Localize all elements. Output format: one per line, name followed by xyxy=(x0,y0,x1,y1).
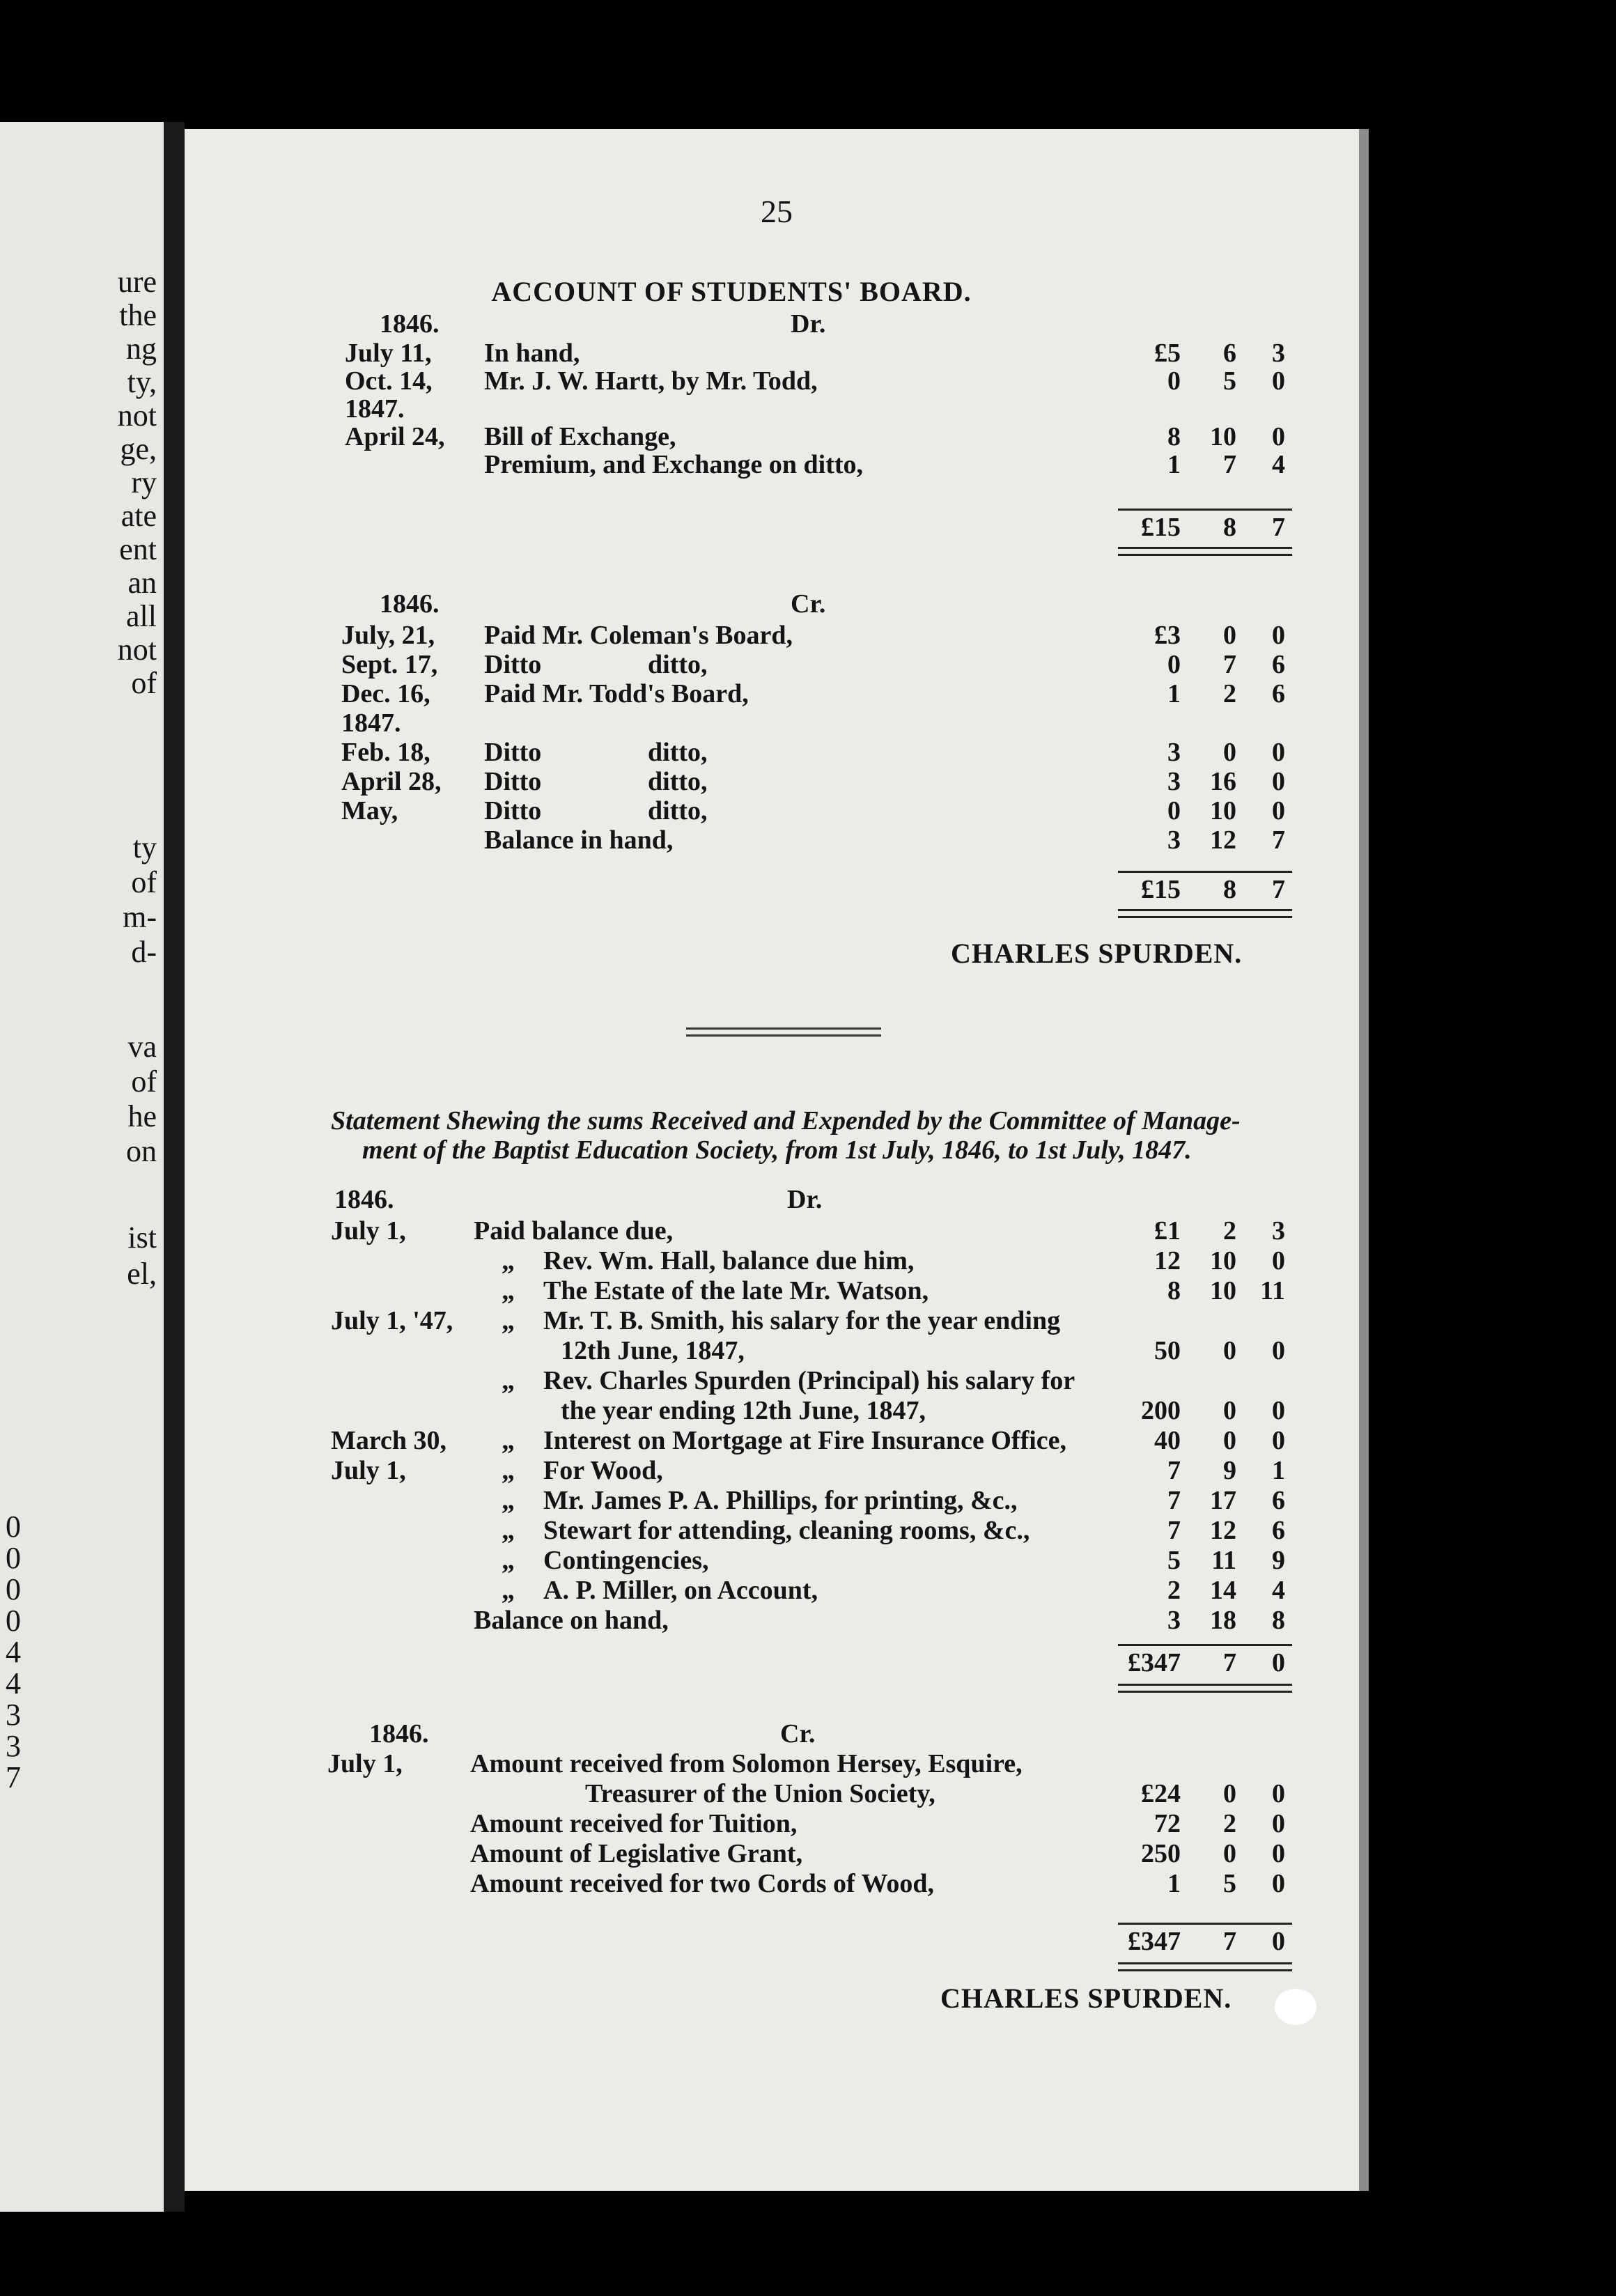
amount-shillings: 7 xyxy=(1223,650,1236,679)
margin-digit: 0 xyxy=(6,1572,21,1606)
amount-pence: 6 xyxy=(1272,679,1285,708)
total-pounds: £15 xyxy=(1141,875,1181,904)
paper-damage-spot xyxy=(1275,1989,1316,2025)
margin-digit: 0 xyxy=(6,1510,21,1544)
entry-date: July 1, xyxy=(331,1216,406,1246)
signature-charles-spurden: CHARLES SPURDEN. xyxy=(940,1983,1232,2014)
entry-description: Paid balance due, xyxy=(474,1216,674,1246)
ditto-quote: „ xyxy=(502,1276,515,1305)
ledger-row xyxy=(185,1545,1369,1576)
ledger-row xyxy=(185,766,1369,797)
ditto-quote: „ xyxy=(502,1366,515,1395)
signature-charles-spurden: CHARLES SPURDEN. xyxy=(951,938,1243,969)
amount-pounds: 1 xyxy=(1167,679,1181,708)
margin-text-fragment: el, xyxy=(127,1257,157,1291)
amount-pounds: 8 xyxy=(1167,422,1181,451)
entry-description: In hand, xyxy=(484,339,580,368)
debit-label: Dr. xyxy=(791,309,826,339)
ledger-row xyxy=(185,1868,1369,1899)
margin-text-fragment: an xyxy=(127,566,157,600)
subtotal-rule xyxy=(1118,1644,1292,1646)
double-rule xyxy=(1118,1962,1292,1964)
margin-text-fragment: on xyxy=(126,1134,157,1168)
entry-date: March 30, xyxy=(331,1426,447,1455)
amount-pence: 4 xyxy=(1272,1576,1285,1605)
total-shillings: 7 xyxy=(1223,1927,1236,1956)
ditto-mark: ditto, xyxy=(648,738,708,767)
amount-pence: 9 xyxy=(1272,1546,1285,1575)
ledger-row xyxy=(185,1485,1369,1516)
amount-shillings: 0 xyxy=(1223,738,1236,767)
board-account-title: ACCOUNT OF STUDENTS' BOARD. xyxy=(491,276,972,307)
entry-description: For Wood, xyxy=(543,1456,663,1485)
entry-description: Amount of Legislative Grant, xyxy=(470,1839,803,1868)
amount-pence: 6 xyxy=(1272,1486,1285,1515)
entry-description: Contingencies, xyxy=(543,1546,709,1575)
entry-date: April 24, xyxy=(345,422,445,451)
double-rule xyxy=(1118,1969,1292,1971)
entry-date: Oct. 14, xyxy=(345,366,433,396)
board-dr-header xyxy=(185,309,1369,339)
credit-label: Cr. xyxy=(791,589,826,619)
entry-date: Dec. 16, xyxy=(341,679,430,708)
amount-pence: 0 xyxy=(1272,1779,1285,1808)
ledger-row xyxy=(185,1778,1369,1809)
margin-text-fragment: ge, xyxy=(120,432,157,466)
amount-pounds: 7 xyxy=(1167,1486,1181,1515)
ledger-row xyxy=(185,1246,1369,1276)
amount-pounds: 7 xyxy=(1167,1516,1181,1545)
amount-shillings: 10 xyxy=(1210,1246,1236,1275)
amount-shillings: 10 xyxy=(1210,796,1236,825)
margin-digit: 3 xyxy=(6,1729,21,1763)
board-dr-total xyxy=(185,512,1369,543)
ledger-row xyxy=(185,708,1369,738)
total-pounds: £15 xyxy=(1141,513,1181,542)
amount-pounds: 8 xyxy=(1167,1276,1181,1305)
total-pence: 0 xyxy=(1272,1648,1285,1677)
entry-description: Ditto xyxy=(484,650,542,679)
amount-pounds: 72 xyxy=(1154,1809,1181,1838)
margin-digit: 0 xyxy=(6,1541,21,1575)
statement-dr-total xyxy=(185,1647,1369,1678)
ledger-row xyxy=(185,1305,1369,1336)
amount-pounds: 5 xyxy=(1167,1546,1181,1575)
amount-pence: 0 xyxy=(1272,1809,1285,1838)
double-rule xyxy=(1118,1684,1292,1686)
year-label: 1846. xyxy=(369,1719,429,1748)
amount-pence: 0 xyxy=(1272,1839,1285,1868)
ditto-quote: „ xyxy=(502,1576,515,1605)
ledger-row xyxy=(185,825,1369,855)
entry-description: the year ending 12th June, 1847, xyxy=(561,1396,926,1425)
entry-date: 1847. xyxy=(341,708,401,738)
ledger-page xyxy=(185,129,1369,2191)
total-pounds: £347 xyxy=(1128,1927,1181,1956)
amount-pence: 0 xyxy=(1272,1336,1285,1365)
amount-pence: 0 xyxy=(1272,1426,1285,1455)
board-cr-total xyxy=(185,874,1369,905)
ledger-row xyxy=(185,449,1369,480)
margin-text-fragment: ry xyxy=(131,465,157,499)
margin-text-fragment: ate xyxy=(121,499,157,533)
amount-shillings: 9 xyxy=(1223,1456,1236,1485)
double-rule xyxy=(1118,554,1292,556)
ditto-quote: „ xyxy=(502,1546,515,1575)
amount-shillings: 7 xyxy=(1223,450,1236,479)
board-cr-header xyxy=(185,589,1369,619)
entry-date: July 11, xyxy=(345,339,432,368)
amount-shillings: 0 xyxy=(1223,1396,1236,1425)
entry-description: Paid Mr. Todd's Board, xyxy=(484,679,749,708)
amount-pounds: 0 xyxy=(1167,366,1181,396)
ledger-row xyxy=(185,1455,1369,1486)
amount-pence: 0 xyxy=(1272,767,1285,796)
ledger-row xyxy=(185,338,1369,369)
amount-pence: 0 xyxy=(1272,1869,1285,1898)
margin-text-fragment: the xyxy=(119,298,157,332)
entry-description: Interest on Mortgage at Fire Insurance Office, xyxy=(543,1426,1067,1455)
amount-shillings: 0 xyxy=(1223,621,1236,650)
amount-shillings: 14 xyxy=(1210,1576,1236,1605)
ditto-mark: ditto, xyxy=(648,767,708,796)
ledger-row xyxy=(185,1395,1369,1426)
section-separator xyxy=(686,1027,881,1030)
amount-pounds: 50 xyxy=(1154,1336,1181,1365)
ledger-row xyxy=(185,620,1369,651)
amount-pounds: £24 xyxy=(1141,1779,1181,1808)
ditto-quote: „ xyxy=(502,1306,515,1335)
ledger-row xyxy=(185,1808,1369,1839)
margin-text-fragment: he xyxy=(127,1099,157,1133)
entry-date: July, 21, xyxy=(341,621,435,650)
amount-pence: 0 xyxy=(1272,422,1285,451)
double-rule xyxy=(1118,1691,1292,1693)
amount-shillings: 10 xyxy=(1210,1276,1236,1305)
margin-digit: 7 xyxy=(6,1760,21,1794)
statement-dr-header xyxy=(185,1184,1369,1215)
entry-description: Treasurer of the Union Society, xyxy=(585,1779,935,1808)
ledger-row xyxy=(185,394,1369,424)
margin-text-fragment: not xyxy=(117,398,157,433)
double-rule xyxy=(1118,547,1292,549)
amount-pounds: 7 xyxy=(1167,1456,1181,1485)
amount-shillings: 2 xyxy=(1223,1809,1236,1838)
ledger-row xyxy=(185,1515,1369,1546)
amount-shillings: 0 xyxy=(1223,1839,1236,1868)
entry-description: Mr. T. B. Smith, his salary for the year ending xyxy=(543,1306,1061,1335)
ledger-row xyxy=(185,366,1369,396)
amount-pence: 1 xyxy=(1272,1456,1285,1485)
amount-pence: 0 xyxy=(1272,738,1285,767)
amount-shillings: 16 xyxy=(1210,767,1236,796)
ledger-row xyxy=(185,1216,1369,1246)
entry-description: The Estate of the late Mr. Watson, xyxy=(543,1276,929,1305)
entry-description: 12th June, 1847, xyxy=(561,1336,745,1365)
amount-shillings: 10 xyxy=(1210,422,1236,451)
entry-date: 1847. xyxy=(345,394,405,424)
statement-heading-line-2: ment of the Baptist Education Society, from 1st July, 1846, to 1st July, 1847. xyxy=(362,1135,1192,1165)
margin-digit: 3 xyxy=(6,1698,21,1732)
section-separator xyxy=(686,1034,881,1037)
margin-text-fragment: m- xyxy=(123,900,157,934)
ledger-row xyxy=(185,421,1369,452)
amount-pounds: £1 xyxy=(1154,1216,1181,1246)
amount-pounds: 3 xyxy=(1167,825,1181,855)
amount-pounds: 1 xyxy=(1167,450,1181,479)
total-pence: 0 xyxy=(1272,1927,1285,1956)
entry-description: Premium, and Exchange on ditto, xyxy=(484,450,864,479)
entry-description: Amount received for Tuition, xyxy=(470,1809,798,1838)
margin-digit: 4 xyxy=(6,1666,21,1700)
subtotal-rule xyxy=(1118,509,1292,511)
margin-text-fragment: ty, xyxy=(127,365,157,399)
amount-pounds: 3 xyxy=(1167,738,1181,767)
total-pounds: £347 xyxy=(1128,1648,1181,1677)
amount-shillings: 11 xyxy=(1211,1546,1236,1575)
amount-shillings: 6 xyxy=(1223,339,1236,368)
amount-pence: 0 xyxy=(1272,1246,1285,1275)
ditto-quote: „ xyxy=(502,1246,515,1275)
amount-shillings: 12 xyxy=(1210,825,1236,855)
entry-description: Ditto xyxy=(484,738,542,767)
entry-date: Sept. 17, xyxy=(341,650,438,679)
subtotal-rule xyxy=(1118,871,1292,873)
credit-label: Cr. xyxy=(780,1719,816,1748)
entry-description: Mr. J. W. Hartt, by Mr. Todd, xyxy=(484,366,818,396)
statement-heading-line-1: Statement Shewing the sums Received and Expended by the Committee of Manage- xyxy=(331,1106,1241,1135)
facing-page-fragment xyxy=(0,122,166,2212)
year-label: 1846. xyxy=(334,1185,394,1214)
margin-text-fragment: not xyxy=(117,633,157,667)
total-pence: 7 xyxy=(1272,513,1285,542)
amount-pounds: 3 xyxy=(1167,767,1181,796)
entry-description: Mr. James P. A. Phillips, for printing, &c., xyxy=(543,1486,1018,1515)
ledger-row xyxy=(185,1365,1369,1396)
total-shillings: 8 xyxy=(1223,513,1236,542)
ledger-row xyxy=(185,1335,1369,1366)
amount-shillings: 12 xyxy=(1210,1516,1236,1545)
amount-pence: 11 xyxy=(1260,1276,1285,1305)
year-label: 1846. xyxy=(380,309,440,339)
ledger-row xyxy=(185,678,1369,709)
amount-pence: 0 xyxy=(1272,796,1285,825)
margin-text-fragment: of xyxy=(131,666,157,700)
book-gutter xyxy=(164,122,185,2212)
subtotal-rule xyxy=(1118,1923,1292,1925)
amount-shillings: 5 xyxy=(1223,366,1236,396)
debit-label: Dr. xyxy=(787,1185,823,1214)
ditto-mark: ditto, xyxy=(648,796,708,825)
amount-pence: 3 xyxy=(1272,339,1285,368)
amount-pence: 0 xyxy=(1272,1396,1285,1425)
entry-date: April 28, xyxy=(341,767,442,796)
margin-text-fragment: ure xyxy=(117,265,157,299)
amount-pounds: £3 xyxy=(1154,621,1181,650)
page-number: 25 xyxy=(761,194,793,229)
amount-pounds: 12 xyxy=(1154,1246,1181,1275)
entry-description: Ditto xyxy=(484,796,542,825)
entry-description: Stewart for attending, cleaning rooms, &c., xyxy=(543,1516,1030,1545)
entry-description: Balance in hand, xyxy=(484,825,674,855)
entry-date: July 1, xyxy=(331,1456,406,1485)
entry-date: Feb. 18, xyxy=(341,738,430,767)
amount-shillings: 2 xyxy=(1223,679,1236,708)
amount-pounds: 250 xyxy=(1141,1839,1181,1868)
entry-date: July 1, xyxy=(327,1749,403,1778)
amount-pounds: 0 xyxy=(1167,796,1181,825)
entry-description: Bill of Exchange, xyxy=(484,422,676,451)
ledger-row xyxy=(185,1838,1369,1869)
amount-pence: 6 xyxy=(1272,650,1285,679)
margin-text-fragment: ent xyxy=(119,532,157,566)
amount-pounds: 40 xyxy=(1154,1426,1181,1455)
margin-text-fragment: of xyxy=(131,865,157,899)
margin-text-fragment: ist xyxy=(127,1220,157,1255)
ditto-mark: ditto, xyxy=(648,650,708,679)
entry-description: Rev. Wm. Hall, balance due him, xyxy=(543,1246,915,1275)
amount-pounds: 200 xyxy=(1141,1396,1181,1425)
amount-shillings: 18 xyxy=(1210,1606,1236,1635)
ledger-row xyxy=(185,1605,1369,1636)
year-label: 1846. xyxy=(380,589,440,619)
ledger-row xyxy=(185,1575,1369,1606)
statement-cr-total xyxy=(185,1926,1369,1957)
amount-pounds: £5 xyxy=(1154,339,1181,368)
amount-pence: 0 xyxy=(1272,366,1285,396)
margin-text-fragment: ty xyxy=(132,830,157,864)
amount-pence: 0 xyxy=(1272,621,1285,650)
amount-pounds: 3 xyxy=(1167,1606,1181,1635)
ledger-row xyxy=(185,1748,1369,1779)
amount-shillings: 17 xyxy=(1210,1486,1236,1515)
amount-shillings: 0 xyxy=(1223,1336,1236,1365)
ditto-quote: „ xyxy=(502,1486,515,1515)
entry-description: Balance on hand, xyxy=(474,1606,669,1635)
entry-date: May, xyxy=(341,796,398,825)
double-rule xyxy=(1118,916,1292,918)
margin-text-fragment: ng xyxy=(126,332,157,366)
margin-text-fragment: of xyxy=(131,1064,157,1099)
entry-description: Ditto xyxy=(484,767,542,796)
double-rule xyxy=(1118,909,1292,911)
margin-digit: 0 xyxy=(6,1604,21,1638)
amount-shillings: 0 xyxy=(1223,1426,1236,1455)
amount-pounds: 1 xyxy=(1167,1869,1181,1898)
statement-cr-header xyxy=(185,1719,1369,1749)
amount-pence: 7 xyxy=(1272,825,1285,855)
entry-description: Amount received for two Cords of Wood, xyxy=(470,1869,935,1898)
ledger-row xyxy=(185,796,1369,826)
total-pence: 7 xyxy=(1272,875,1285,904)
amount-pounds: 2 xyxy=(1167,1576,1181,1605)
amount-pence: 4 xyxy=(1272,450,1285,479)
ditto-quote: „ xyxy=(502,1456,515,1485)
ledger-row xyxy=(185,737,1369,768)
amount-pence: 8 xyxy=(1272,1606,1285,1635)
amount-shillings: 2 xyxy=(1223,1216,1236,1246)
amount-pence: 6 xyxy=(1272,1516,1285,1545)
entry-description: Rev. Charles Spurden (Principal) his salary for xyxy=(543,1366,1075,1395)
amount-shillings: 5 xyxy=(1223,1869,1236,1898)
entry-description: A. P. Miller, on Account, xyxy=(543,1576,818,1605)
amount-shillings: 0 xyxy=(1223,1779,1236,1808)
ditto-quote: „ xyxy=(502,1516,515,1545)
margin-text-fragment: d- xyxy=(131,935,157,969)
total-shillings: 8 xyxy=(1223,875,1236,904)
entry-description: Amount received from Solomon Hersey, Esquire, xyxy=(470,1749,1023,1778)
ditto-quote: „ xyxy=(502,1426,515,1455)
margin-text-fragment: all xyxy=(126,599,157,633)
total-shillings: 7 xyxy=(1223,1648,1236,1677)
entry-date: July 1, '47, xyxy=(331,1306,453,1335)
amount-pounds: 0 xyxy=(1167,650,1181,679)
amount-pence: 3 xyxy=(1272,1216,1285,1246)
ledger-row xyxy=(185,649,1369,680)
entry-description: Paid Mr. Coleman's Board, xyxy=(484,621,793,650)
ledger-row xyxy=(185,1425,1369,1456)
ledger-row xyxy=(185,1275,1369,1306)
margin-digit: 4 xyxy=(6,1635,21,1669)
margin-text-fragment: va xyxy=(127,1030,157,1064)
